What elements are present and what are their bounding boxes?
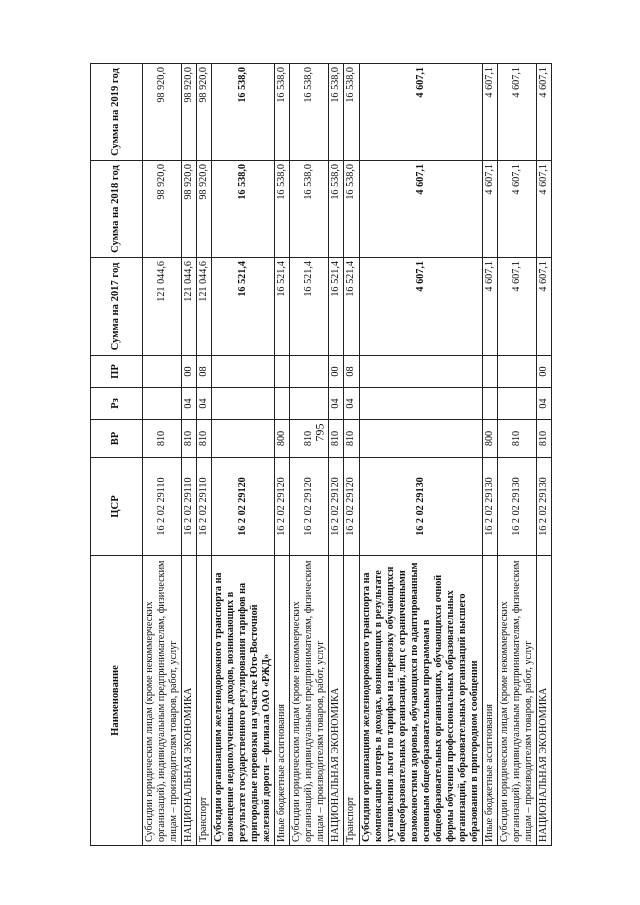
cell-pr: 00: [329, 356, 344, 388]
cell-y2018: 4 607,1: [497, 161, 536, 258]
header-pr: ПР: [91, 356, 143, 388]
table-row: [482, 64, 497, 846]
cell-name: Субсидии юридическим лицам (кроме некоммерческих организаций), индивидуальным предпринимателям, физическим лицам – производителям товаров, работ, услуг: [290, 556, 329, 846]
cell-csr: 16 2 02 29130: [359, 458, 482, 556]
cell-y2018: 98 920,0: [182, 161, 197, 258]
header-rz: Рз: [91, 388, 143, 420]
cell-csr: 16 2 02 29130: [497, 458, 536, 556]
cell-pr: [359, 356, 482, 388]
cell-y2019: 16 538,0: [344, 64, 359, 161]
cell-csr: 16 2 02 29110: [197, 458, 212, 556]
cell-rz: [482, 388, 497, 420]
table-header-row: [91, 64, 143, 846]
cell-csr: 16 2 02 29120: [329, 458, 344, 556]
cell-vr: 810: [197, 420, 212, 458]
cell-name: НАЦИОНАЛЬНАЯ ЭКОНОМИКА: [182, 556, 197, 846]
cell-rz: [275, 388, 290, 420]
table-body: [143, 64, 552, 846]
cell-y2017: 121 044,6: [182, 258, 197, 356]
table-row: [197, 64, 212, 846]
cell-y2018: 98 920,0: [197, 161, 212, 258]
cell-y2017: 4 607,1: [482, 258, 497, 356]
cell-rz: [290, 388, 329, 420]
table-row: [497, 64, 536, 846]
cell-csr: 16 2 02 29110: [143, 458, 182, 556]
cell-y2019: 4 607,1: [359, 64, 482, 161]
cell-vr: [212, 420, 275, 458]
cell-name: Транспорт: [344, 556, 359, 846]
header-2017: Сумма на 2017 год: [91, 258, 143, 356]
budget-table: [90, 63, 552, 846]
cell-rz: 04: [536, 388, 551, 420]
cell-csr: 16 2 02 29120: [290, 458, 329, 556]
cell-y2017: 16 521,4: [275, 258, 290, 356]
cell-rz: [497, 388, 536, 420]
cell-csr: 16 2 02 29130: [536, 458, 551, 556]
cell-pr: [212, 356, 275, 388]
table-row: [329, 64, 344, 846]
header-2018: Сумма на 2018 год: [91, 161, 143, 258]
cell-vr: [359, 420, 482, 458]
cell-rz: [212, 388, 275, 420]
cell-pr: [143, 356, 182, 388]
cell-vr: 810: [329, 420, 344, 458]
cell-y2019: 16 538,0: [275, 64, 290, 161]
cell-y2019: 98 920,0: [197, 64, 212, 161]
header-csr: ЦСР: [91, 458, 143, 556]
cell-rz: 04: [182, 388, 197, 420]
cell-pr: 08: [197, 356, 212, 388]
cell-y2019: 16 538,0: [212, 64, 275, 161]
cell-name: Субсидии юридическим лицам (кроме некоммерческих организаций), индивидуальным предпринимателям, физическим лицам – производителям товаров, работ, услуг: [497, 556, 536, 846]
cell-y2018: 4 607,1: [482, 161, 497, 258]
table-row: [344, 64, 359, 846]
cell-y2018: 4 607,1: [359, 161, 482, 258]
header-name: Наименование: [91, 556, 143, 846]
cell-y2017: 121 044,6: [197, 258, 212, 356]
cell-vr: 800: [482, 420, 497, 458]
cell-pr: [275, 356, 290, 388]
cell-rz: 04: [329, 388, 344, 420]
cell-name: Иные бюджетные ассигнования: [275, 556, 290, 846]
cell-y2019: 4 607,1: [482, 64, 497, 161]
cell-csr: 16 2 02 29130: [482, 458, 497, 556]
cell-y2017: 121 044,6: [143, 258, 182, 356]
cell-name: Иные бюджетные ассигнования: [482, 556, 497, 846]
cell-y2018: 16 538,0: [275, 161, 290, 258]
cell-y2019: 16 538,0: [290, 64, 329, 161]
cell-y2018: 16 538,0: [329, 161, 344, 258]
cell-name: Транспорт: [197, 556, 212, 846]
cell-y2017: 16 521,4: [290, 258, 329, 356]
cell-rz: [359, 388, 482, 420]
cell-vr: 810: [182, 420, 197, 458]
table-row: [212, 64, 275, 846]
cell-csr: 16 2 02 29110: [182, 458, 197, 556]
cell-pr: 08: [344, 356, 359, 388]
cell-y2017: 16 521,4: [212, 258, 275, 356]
cell-vr: 800: [275, 420, 290, 458]
cell-y2019: 98 920,0: [143, 64, 182, 161]
cell-y2017: 4 607,1: [359, 258, 482, 356]
table-row: [182, 64, 197, 846]
cell-vr: 810: [497, 420, 536, 458]
cell-pr: 00: [182, 356, 197, 388]
cell-csr: 16 2 02 29120: [275, 458, 290, 556]
cell-name: Субсидии юридическим лицам (кроме некоммерческих организаций), индивидуальным предпринимателям, физическим лицам – производителям товаров, работ, услуг: [143, 556, 182, 846]
cell-y2017: 16 521,4: [329, 258, 344, 356]
cell-rz: [143, 388, 182, 420]
rotated-page-content: [90, 64, 574, 846]
cell-y2018: 98 920,0: [143, 161, 182, 258]
cell-name: Субсидии организациям железнодорожного транспорта на возмещение недополученных доходов, возникающих в результате государственного регулирования тарифов на пригородные перевозки на участке Юго-Восточной железной дороги – филиала ОАО «РЖД»: [212, 556, 275, 846]
cell-y2017: 16 521,4: [344, 258, 359, 356]
header-vr: ВР: [91, 420, 143, 458]
cell-rz: 04: [344, 388, 359, 420]
cell-rz: 04: [197, 388, 212, 420]
cell-vr: 810: [143, 420, 182, 458]
table-row: [359, 64, 482, 846]
table-row: [290, 64, 329, 846]
cell-pr: [482, 356, 497, 388]
cell-y2018: 16 538,0: [212, 161, 275, 258]
cell-y2018: 4 607,1: [536, 161, 551, 258]
cell-y2019: 4 607,1: [536, 64, 551, 161]
page-number: 795: [312, 423, 327, 442]
header-2019: Сумма на 2019 год: [91, 64, 143, 161]
cell-y2018: 16 538,0: [290, 161, 329, 258]
table-row: [143, 64, 182, 846]
cell-y2019: 16 538,0: [329, 64, 344, 161]
cell-pr: [497, 356, 536, 388]
cell-y2017: 4 607,1: [536, 258, 551, 356]
cell-csr: 16 2 02 29120: [344, 458, 359, 556]
table-row: [536, 64, 551, 846]
cell-name: НАЦИОНАЛЬНАЯ ЭКОНОМИКА: [536, 556, 551, 846]
cell-y2017: 4 607,1: [497, 258, 536, 356]
table-row: [275, 64, 290, 846]
cell-pr: [290, 356, 329, 388]
cell-y2019: 98 920,0: [182, 64, 197, 161]
cell-vr: 810: [344, 420, 359, 458]
cell-y2018: 16 538,0: [344, 161, 359, 258]
cell-vr: 810: [290, 420, 329, 458]
cell-y2019: 4 607,1: [497, 64, 536, 161]
cell-pr: 00: [536, 356, 551, 388]
cell-name: Субсидии организациям железнодорожного транспорта на компенсацию потерь в доходах, возникающих в результате установления льгот по тарифам на перевозку обучающихся общеобразовательных организаций, лиц с ограниченными возможностями здоровья, обучающихся по адаптированным основным общеобразовательным программам в общеобразовательных организациях, обучающихся очной формы обучения профессиональных образовательных организаций, образовательных организаций высшего образования в пригородном сообщении: [359, 556, 482, 846]
cell-vr: 810: [536, 420, 551, 458]
cell-csr: 16 2 02 29120: [212, 458, 275, 556]
cell-name: НАЦИОНАЛЬНАЯ ЭКОНОМИКА: [329, 556, 344, 846]
